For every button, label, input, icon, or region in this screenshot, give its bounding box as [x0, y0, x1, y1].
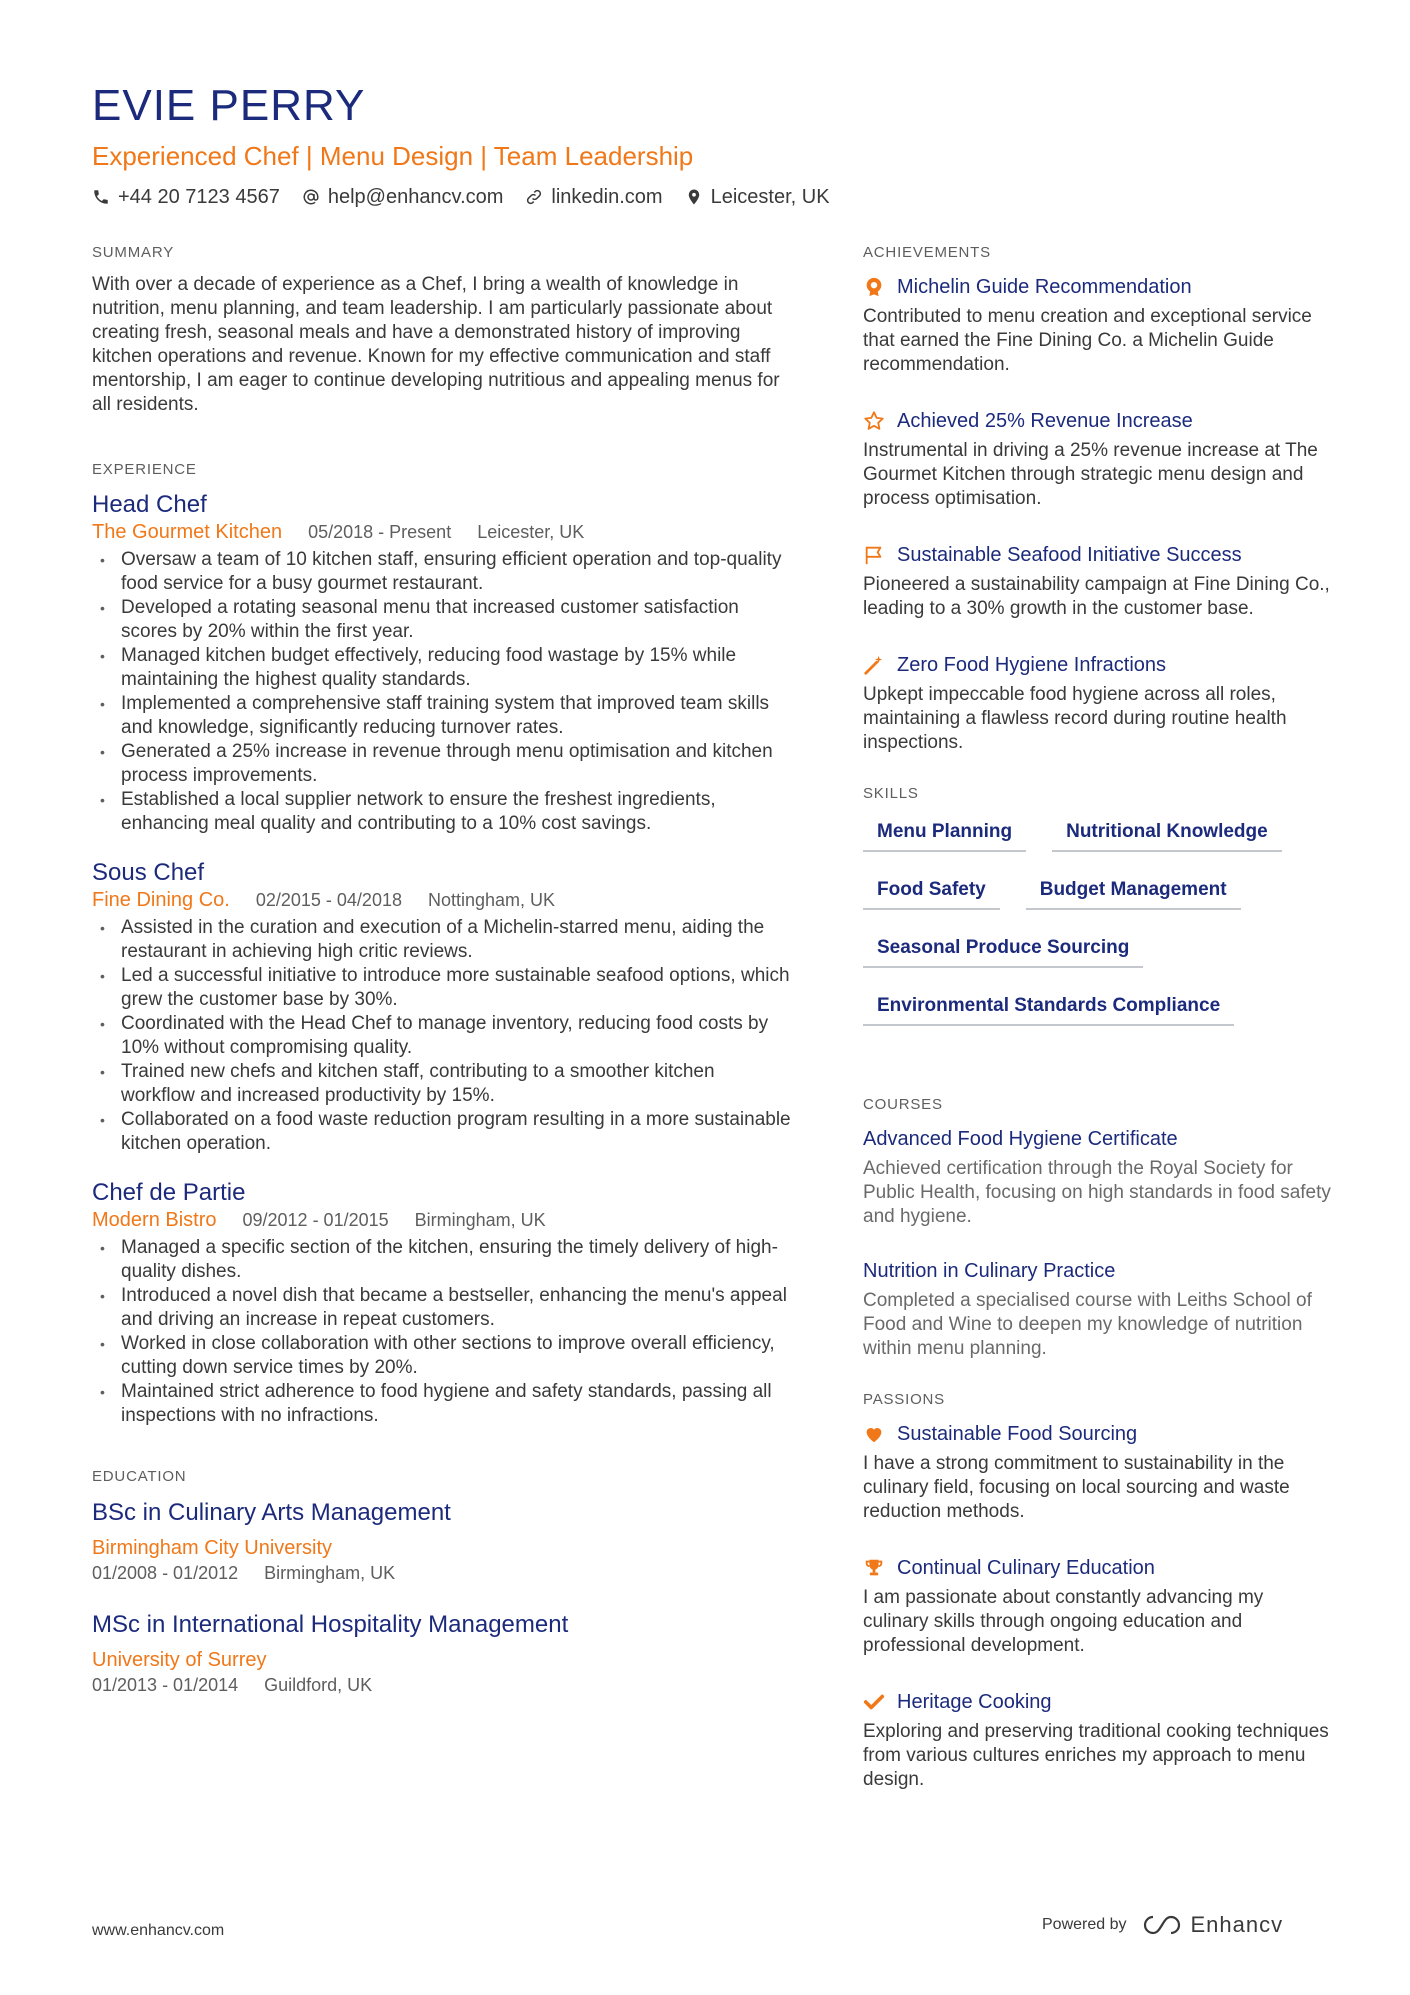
passion-desc: Exploring and preserving traditional cooking techniques from various cultures enriches my approach to menu design.	[863, 1721, 1329, 1790]
job-bullet: • Generated a 25% increase in revenue through menu optimisation and kitchen process improvements.	[92, 740, 792, 788]
education-location: Guildford, UK	[264, 1675, 373, 1695]
job-bullet: • Implemented a comprehensive staff training system that improved team skills and knowledge, significantly reducing turnover rates.	[92, 692, 792, 740]
education-school: University of Surrey	[92, 1649, 267, 1671]
job-bullet: • Introduced a novel dish that became a bestseller, enhancing the menu's appeal and driving an increase in repeat customers.	[92, 1284, 792, 1332]
job-meta	[92, 888, 792, 912]
skill-tag: Menu Planning	[863, 814, 1026, 852]
courses-section	[863, 1096, 1333, 1361]
location-icon	[685, 188, 703, 206]
education-section	[92, 1468, 792, 1697]
skill-tag: Seasonal Produce Sourcing	[863, 930, 1143, 968]
achievements-section	[863, 244, 1333, 755]
skill-tag: Budget Management	[1026, 872, 1241, 910]
contact-phone-text: +44 20 7123 4567	[118, 186, 280, 208]
course-title: Nutrition in Culinary Practice	[863, 1260, 1116, 1282]
passion-title: Sustainable Food Sourcing	[897, 1423, 1138, 1445]
footer-branding	[1042, 1912, 1283, 1938]
job-company: Fine Dining Co.	[92, 889, 230, 911]
job-bullet: • Collaborated on a food waste reduction program resulting in a more sustainable kitchen operation.	[92, 1108, 792, 1156]
skill-tag: Environmental Standards Compliance	[863, 988, 1234, 1026]
education-meta	[92, 1561, 792, 1585]
job-bullet: • Coordinated with the Head Chef to manage inventory, reducing food costs by 10% without compromising quality.	[92, 1012, 792, 1060]
education-degree: BSc in Culinary Arts Management	[92, 1499, 451, 1526]
contact-location	[685, 184, 830, 210]
contact-email[interactable]	[302, 184, 504, 210]
experience-section	[92, 461, 792, 1428]
enhancv-logo-icon	[1141, 1913, 1183, 1937]
job-entry	[92, 490, 792, 836]
job-bullet: • Managed a specific section of the kitchen, ensuring the timely delivery of high-quality dishes.	[92, 1236, 792, 1284]
education-degree: MSc in International Hospitality Management	[92, 1611, 569, 1638]
achievement-title: Sustainable Seafood Initiative Success	[897, 544, 1242, 566]
education-meta	[92, 1673, 792, 1697]
course-desc: Completed a specialised course with Leiths School of Food and Wine to deepen my knowledge of nutrition within menu planning.	[863, 1290, 1312, 1359]
heart-icon	[863, 1423, 885, 1445]
job-title: Sous Chef	[92, 859, 205, 886]
education-entry	[92, 1609, 792, 1697]
job-bullet: • Maintained strict adherence to food hygiene and safety standards, passing all inspections with no infractions.	[92, 1380, 792, 1428]
flag-icon	[863, 544, 885, 566]
course-title: Advanced Food Hygiene Certificate	[863, 1128, 1178, 1150]
course-item	[863, 1125, 1333, 1229]
job-bullet: • Worked in close collaboration with other sections to improve overall efficiency, cutting down service times by 20%.	[92, 1332, 792, 1380]
enhancv-logo[interactable]	[1141, 1912, 1284, 1938]
job-location: Leicester, UK	[477, 522, 585, 542]
contact-phone[interactable]	[92, 184, 280, 210]
footer-website[interactable]: www.enhancv.com	[92, 1922, 225, 1939]
job-meta	[92, 520, 792, 544]
passion-desc: I have a strong commitment to sustainability in the culinary field, focusing on local sourcing and waste reduction methods.	[863, 1453, 1290, 1522]
achievement-desc: Contributed to menu creation and exceptional service that earned the Fine Dining Co. a Michelin Guide recommendation.	[863, 306, 1312, 375]
job-bullets	[92, 548, 792, 836]
job-company: Modern Bistro	[92, 1209, 217, 1231]
badge-icon	[863, 276, 885, 298]
passion-title: Heritage Cooking	[897, 1691, 1052, 1713]
passions-title: PASSIONS	[863, 1391, 945, 1408]
course-item	[863, 1257, 1333, 1361]
skills-section	[863, 785, 1333, 1046]
phone-icon	[92, 188, 110, 206]
left-column	[92, 244, 792, 1741]
passion-item	[863, 1420, 1333, 1524]
job-location: Nottingham, UK	[427, 890, 556, 910]
passion-title: Continual Culinary Education	[897, 1557, 1155, 1579]
checkmark-icon	[863, 1691, 885, 1713]
job-bullets	[92, 916, 792, 1156]
summary-text: With over a decade of experience as a Chef, I bring a wealth of knowledge in nutrition, menu planning, and team leadership. I am particularly passionate about creating fresh, seasonal meals and have a demonstrated history of improving kitchen operations and revenue. Known for my effective communication and staff mentorship, I am eager to continue developing nutritious and appealing menus for all residents.	[92, 274, 780, 415]
skill-tag: Food Safety	[863, 872, 1000, 910]
achievement-desc: Pioneered a sustainability campaign at Fine Dining Co., leading to a 30% growth in the customer base.	[863, 574, 1330, 619]
achievement-item	[863, 541, 1333, 621]
enhancv-brand-text: Enhancv	[1190, 1912, 1284, 1937]
course-desc: Achieved certification through the Royal Society for Public Health, focusing on high standards in food safety and hygiene.	[863, 1158, 1331, 1227]
skills-title: SKILLS	[863, 785, 919, 802]
powered-by-label: Powered by	[1042, 1916, 1127, 1933]
skills-list	[863, 814, 1333, 1046]
job-bullet: • Oversaw a team of 10 kitchen staff, ensuring efficient operation and top-quality food service for a busy gourmet restaurant.	[92, 548, 792, 596]
job-dates: 09/2012 - 01/2015	[242, 1210, 389, 1230]
contact-email-text: help@enhancv.com	[327, 186, 504, 208]
achievement-desc: Upkept impeccable food hygiene across all roles, maintaining a flawless record during routine health inspections.	[863, 684, 1287, 753]
job-entry	[92, 1178, 792, 1428]
achievements-title: ACHIEVEMENTS	[863, 244, 991, 261]
right-column	[863, 244, 1333, 1836]
achievement-item	[863, 273, 1333, 377]
achievement-desc: Instrumental in driving a 25% revenue increase at The Gourmet Kitchen through strategic menu design and process optimisation.	[863, 440, 1318, 509]
skill-tag: Nutritional Knowledge	[1052, 814, 1282, 852]
job-bullet: • Led a successful initiative to introduce more sustainable seafood options, which grew the customer base by 30%.	[92, 964, 792, 1012]
job-dates: 05/2018 - Present	[308, 522, 452, 542]
contact-linkedin[interactable]	[525, 184, 662, 210]
trophy-icon	[863, 1557, 885, 1579]
job-bullet: • Managed kitchen budget effectively, reducing food wastage by 15% while maintaining the highest quality standards.	[92, 644, 792, 692]
job-bullet: • Assisted in the curation and execution of a Michelin-starred menu, aiding the restaurant in achieving high critic reviews.	[92, 916, 792, 964]
job-location: Birmingham, UK	[414, 1210, 546, 1230]
contact-bar	[92, 184, 1332, 210]
courses-title: COURSES	[863, 1096, 943, 1113]
education-dates: 01/2008 - 01/2012	[92, 1563, 239, 1583]
magic-wand-icon	[863, 654, 885, 676]
passion-item	[863, 1554, 1333, 1658]
education-location: Birmingham, UK	[264, 1563, 396, 1583]
candidate-tagline: Experienced Chef | Menu Design | Team Leadership	[92, 141, 694, 171]
achievement-item	[863, 407, 1333, 511]
passions-section	[863, 1391, 1333, 1792]
job-bullet: • Established a local supplier network to ensure the freshest ingredients, enhancing meal quality and contributing to a 10% cost savings.	[92, 788, 792, 836]
job-bullet: • Developed a rotating seasonal menu that increased customer satisfaction scores by 20% within the first year.	[92, 596, 792, 644]
link-icon	[525, 188, 543, 206]
passion-desc: I am passionate about constantly advancing my culinary skills through ongoing education and professional development.	[863, 1587, 1264, 1656]
education-dates: 01/2013 - 01/2014	[92, 1675, 239, 1695]
summary-section	[92, 244, 792, 417]
job-company: The Gourmet Kitchen	[92, 521, 283, 543]
education-entry	[92, 1497, 792, 1585]
achievement-title: Michelin Guide Recommendation	[897, 276, 1192, 298]
summary-title: SUMMARY	[92, 244, 174, 261]
experience-title: EXPERIENCE	[92, 461, 197, 478]
achievement-item	[863, 651, 1333, 755]
education-school: Birmingham City University	[92, 1537, 333, 1559]
star-icon	[863, 410, 885, 432]
achievement-title: Zero Food Hygiene Infractions	[897, 654, 1167, 676]
passion-item	[863, 1688, 1333, 1792]
job-title: Chef de Partie	[92, 1179, 246, 1206]
contact-linkedin-text: linkedin.com	[551, 186, 663, 208]
candidate-name: EVIE PERRY	[92, 81, 366, 130]
resume-header	[92, 80, 1332, 210]
job-bullets	[92, 1236, 792, 1428]
job-entry	[92, 858, 792, 1156]
job-meta	[92, 1208, 792, 1232]
contact-location-text: Leicester, UK	[710, 186, 830, 208]
job-title: Head Chef	[92, 491, 207, 518]
job-dates: 02/2015 - 04/2018	[255, 890, 402, 910]
at-icon	[302, 188, 320, 206]
education-title: EDUCATION	[92, 1468, 187, 1485]
achievement-title: Achieved 25% Revenue Increase	[897, 410, 1193, 432]
job-bullet: • Trained new chefs and kitchen staff, contributing to a smoother kitchen workflow and increased productivity by 15%.	[92, 1060, 792, 1108]
